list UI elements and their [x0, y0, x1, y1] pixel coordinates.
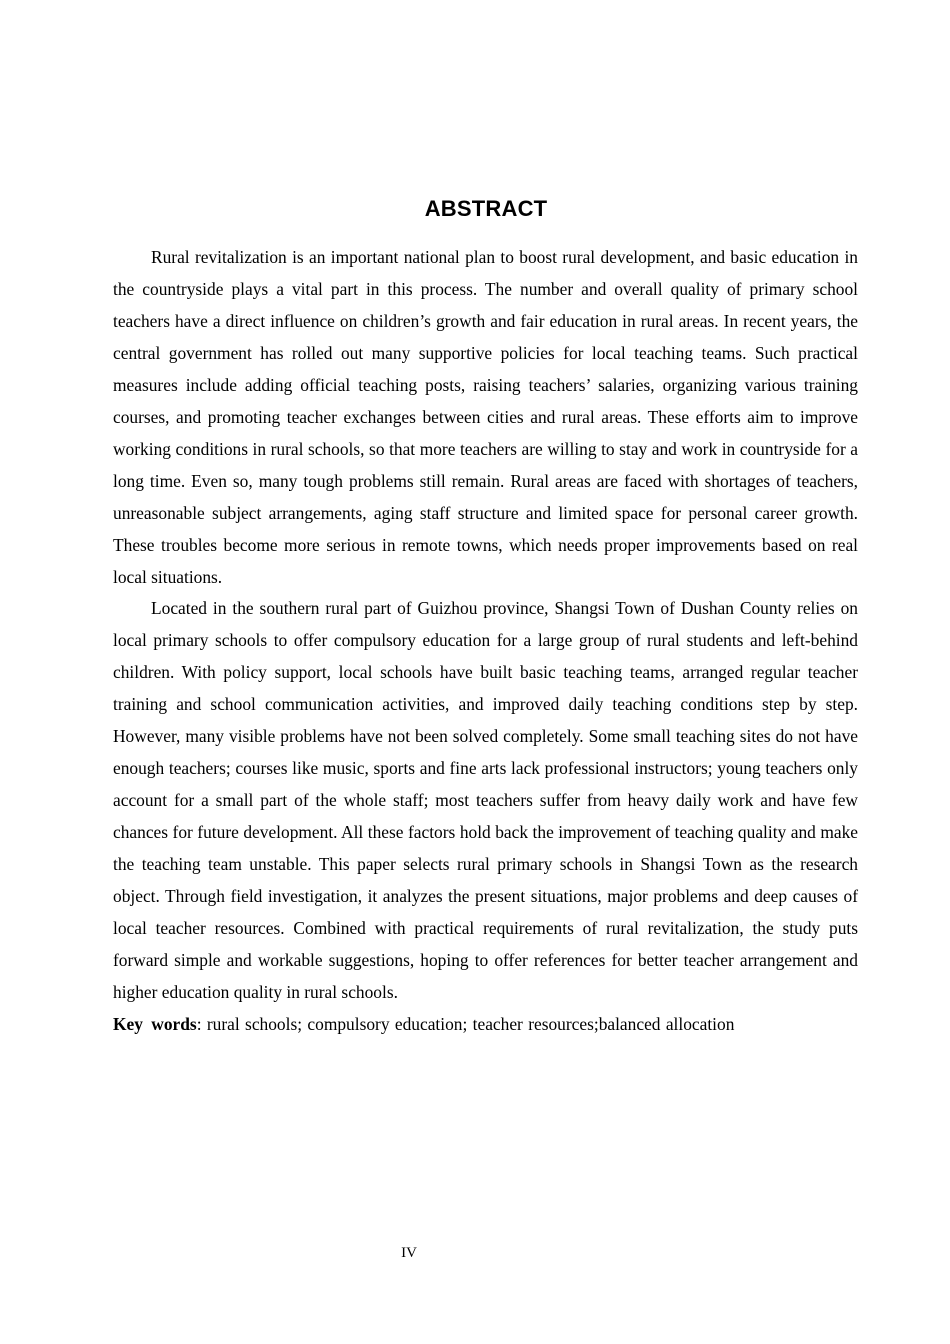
page-number: IV — [401, 1245, 417, 1261]
keywords-line — [113, 1009, 858, 1041]
abstract-paragraph-2: Located in the southern rural part of Guizhou province, Shangsi Town of Dushan County relies on local primary schools to offer compulsory education for a large group of rural students and left-behind children. With policy support, local schools have built basic teaching teams, arranged regular teacher training and school communication activities, and improved daily teaching conditions step by step. However, many visible problems have not been solved completely. Some small teaching sites do not have enough teachers; courses like music, sports and fine arts lack professional instructors; young teachers only account for a small part of the whole staff; most teachers suffer from heavy daily work and have few chances for future development. All these factors hold back the improvement of teaching quality and make the teaching team unstable. This paper selects rural primary schools in Shangsi Town as the research object. Through field investigation, it analyzes the present situations, major problems and deep causes of local teacher resources. Combined with practical requirements of rural revitalization, the study puts forward simple and workable suggestions, hoping to offer references for better teacher arrangement and higher education quality in rural schools. — [113, 598, 858, 1002]
keywords-label: Key words — [113, 1013, 197, 1034]
abstract-paragraph-1: Rural revitalization is an important national plan to boost rural development, and basic education in the countryside plays a vital part in this process. The number and overall quality of primary school teachers have a direct influence on children’s growth and fair education in rural areas. In recent years, the central government has rolled out many supportive policies for local teaching teams. Such practical measures include adding official teaching posts, raising teachers’ salaries, organizing various training courses, and promoting teacher exchanges between cities and rural areas. These efforts aim to improve working conditions in rural schools, so that more teachers are willing to stay and work in countryside for a long time. Even so, many tough problems still remain. Rural areas are faced with shortages of teachers, unreasonable subject arrangements, aging staff structure and limited space for personal career growth. These troubles become more serious in remote towns, which needs proper improvements based on real local situations. — [113, 247, 858, 587]
page-title: ABSTRACT — [424, 195, 548, 221]
abstract-body — [113, 242, 858, 1041]
keywords-text: : rural schools; compulsory education; teacher resources;balanced allocation — [196, 1013, 735, 1034]
